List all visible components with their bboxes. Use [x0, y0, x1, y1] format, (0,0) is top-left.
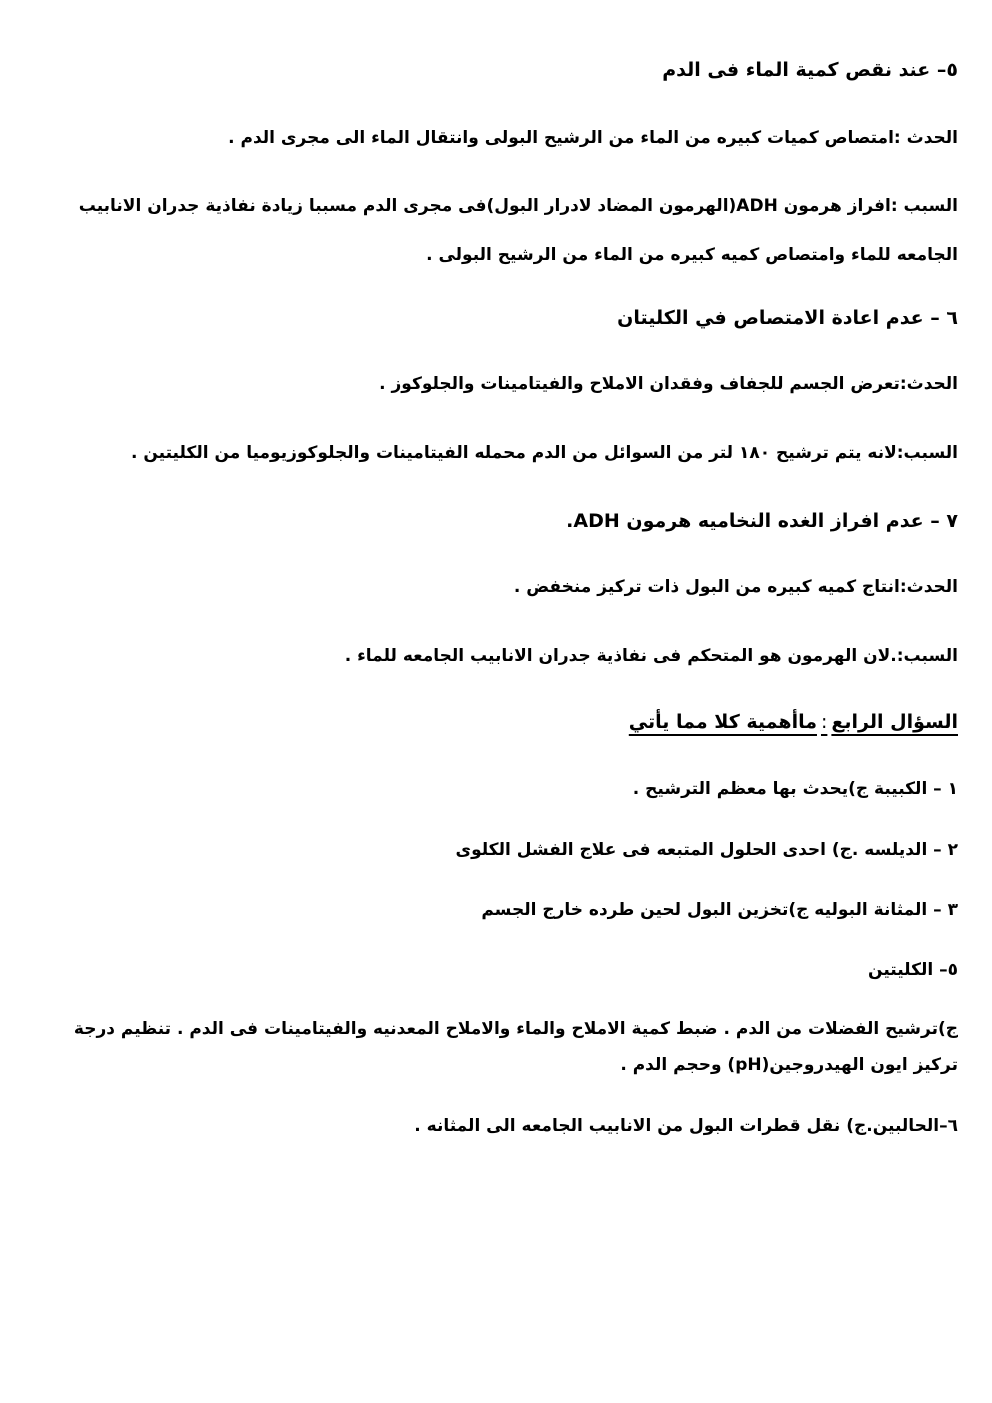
question-4-title-sub: ماأهمية كلا مما يأتي — [628, 711, 817, 733]
answer-item: ١ – الكبيبة ج)يحدث بها معظم الترشيح . — [632, 779, 958, 799]
section-6-title: ٦ – عدم اعادة الامتصاص في الكليتان — [617, 307, 958, 329]
section-5-event: الحدث :امتصاص كميات كبيره من الماء من الرشيح البولى وانتقال الماء الى مجرى الدم . — [228, 128, 958, 148]
section-6-event: الحدث:تعرض الجسم للجفاف وفقدان الاملاح والفيتامينات والجلوكوز . — [379, 374, 958, 394]
answer-item: ج)ترشيح الفضلات من الدم . ضبط كمية الاملاح والماء والاملاح المعدنيه والفيتامينات فى الدم . تنظيم درجة تركيز ايون الهيدروجين(pH) وحجم الدم . — [73, 1019, 958, 1075]
answer-item: ٦–الحالبين.ج) نقل قطرات البول من الانابيب الجامعه الى المثانه . — [414, 1116, 958, 1136]
question-4-title — [629, 711, 958, 733]
question-4-title-separator: : — [820, 711, 828, 733]
section-7-event: الحدث:انتاج كميه كبيره من البول ذات تركيز منخفض . — [513, 577, 958, 597]
answer-item: ٢ – الديلسه .ج) احدى الحلول المتبعه فى علاج الفشل الكلوى — [455, 840, 958, 860]
section-7-cause: السبب:.لان الهرمون هو المتحكم فى نفاذية جدران الانابيب الجامعه للماء . — [344, 646, 958, 666]
question-4-title-main: السؤال الرابع — [831, 711, 958, 733]
answer-item: ٣ – المثانة البوليه ج)تخزين البول لحين طرده خارج الجسم — [481, 900, 958, 920]
section-6-cause: السبب:لانه يتم ترشيح ١٨٠ لتر من السوائل من الدم محمله الفيتامينات والجلوكوزيوميا من الكليتين . — [131, 443, 958, 463]
question-4-heading — [629, 710, 958, 734]
answer-item: ٥– الكليتين — [868, 960, 958, 980]
section-5-cause: السبب :افراز هرمون ADH(الهرمون المضاد لادرار البول)فى مجرى الدم مسببا زيادة نفاذية جدران الانابيب الجامعه للماء وامتصاص كميه كبيره من الماء من الرشيح البولى . — [78, 196, 958, 265]
section-7-title: ٧ – عدم افراز الغده النخاميه هرمون ADH. — [566, 510, 958, 532]
section-5-title: ٥– عند نقص كمية الماء فى الدم — [662, 59, 958, 81]
